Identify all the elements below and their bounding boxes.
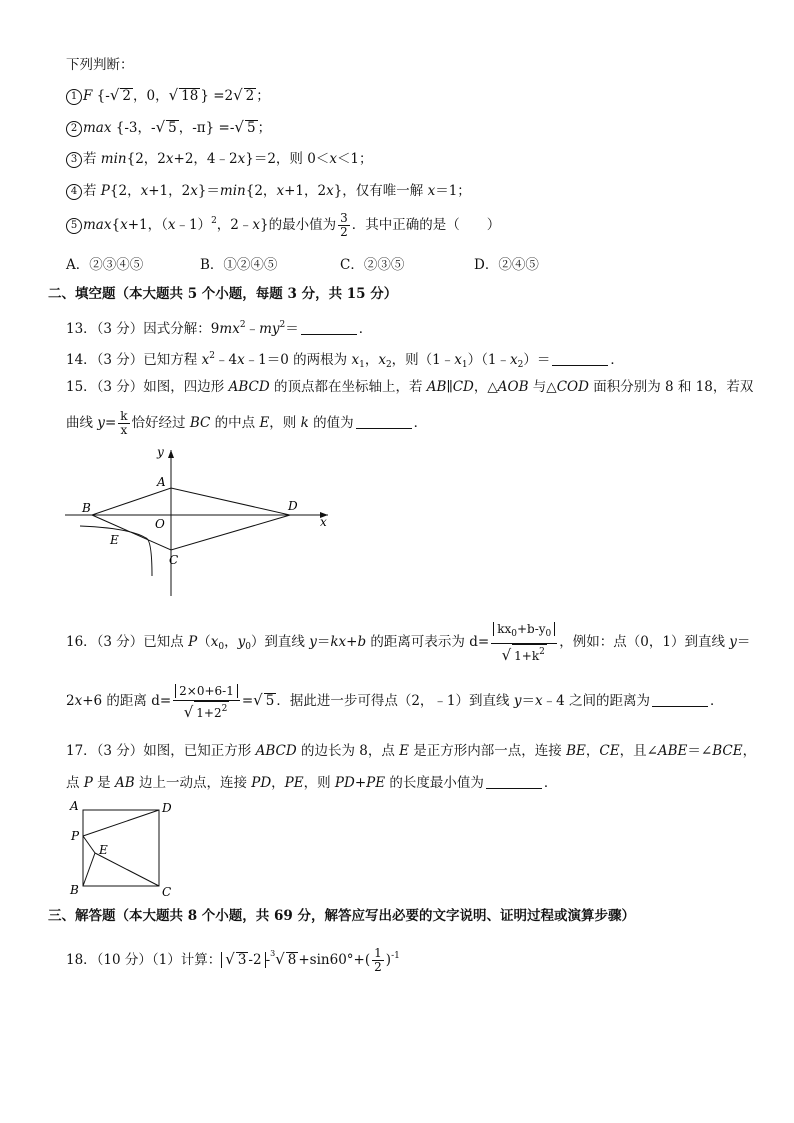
question-16-line-1: 16．（3 分）已知点 $P(x_0$，$y_0$）到直线 y＝kx+b 的距离可表示为 d= $\frac{kx_0+b-y_0}{√ 1+k^2}$ ，例如：点（0，1）到直线 y＝ bbox=[66, 622, 751, 664]
question-16-line-2: 2x+6 的距离 d= $\frac{2\times 0+6-1}{√ 1+2^2}$ =√ 5 ．据此进一步可得点（2，﹣1）到直线 y＝x﹣4 之间的距离为 ． bbox=[66, 683, 724, 721]
fig15-label-o: O bbox=[155, 517, 165, 531]
fig15-label-e: E bbox=[110, 533, 119, 547]
fig17-label-p: P bbox=[71, 829, 80, 843]
question-15-line-2: 曲线 y= $\frac{k}{x}$ 恰好经过 BC 的中点 E，则 k 的值为 ． bbox=[66, 409, 428, 437]
option-c[interactable]: C．②③⑤ bbox=[340, 257, 405, 273]
fig15-label-c: C bbox=[169, 553, 179, 567]
fig17-label-b: B bbox=[70, 883, 79, 897]
question-14: 14．（3 分）已知方程 $x^2﹣4x﹣1=0$ 的两根为 $x_1$，$x_2$，则$(1﹣x_1)(1﹣x_2)=$ ． bbox=[66, 351, 624, 370]
statement-5: 5 max{x+1，（x﹣1）$^2$，2﹣x}的最小值为 $\frac{3}{2}$ ．其中正确的是（ ） bbox=[66, 211, 500, 239]
statement-3: 3 若 min{2，2x+2，4﹣2x}＝2，则 0＜x＜1； bbox=[66, 149, 373, 169]
fig15-label-b: B bbox=[82, 501, 91, 515]
question-15-line-1: 15．（3 分）如图，四边形 ABCD 的顶点都在坐标轴上，若 AB∥CD，△AOB 与△COD 面积分别为 8 和 18，若双 bbox=[66, 379, 754, 395]
question-18: 18．（10 分）（1）计算： √ 3 -2 -$^3$√ 8 +sin60°+( $\frac{1}{2}$ )$^{-1}$ bbox=[66, 946, 400, 974]
fig15-label-x: x bbox=[320, 515, 327, 529]
option-b[interactable]: B．①②④⑤ bbox=[200, 257, 278, 273]
fig17-label-d: D bbox=[162, 801, 172, 815]
section-3-heading: 三、解答题（本大题共 8 个小题，共 69 分，解答应写出必要的文字说明、证明过程或演算步骤） bbox=[48, 908, 635, 924]
fig17-label-a: A bbox=[70, 799, 79, 813]
fig15-label-d: D bbox=[288, 499, 298, 513]
figure-17-square bbox=[62, 798, 182, 900]
fig15-label-a: A bbox=[157, 475, 166, 489]
question-17-line-2: 点 P 是 AB 边上一动点，连接 PD，PE，则 PD+PE 的长度最小值为 ． bbox=[66, 775, 558, 791]
fig17-label-c: C bbox=[162, 885, 172, 899]
question-17-line-1: 17．（3 分）如图，已知正方形 ABCD 的边长为 8，点 E 是正方形内部一点，连接 BE，CE，且∠ABE＝∠BCE， bbox=[66, 743, 757, 759]
statement-4: 4 若 P{2，x+1，2x}＝min{2，x+1，2x}，仅有唯一解 x＝1； bbox=[66, 181, 471, 201]
statement-2: 2 max {-3，-√ 5 ，-π} =-√ 5 ； bbox=[66, 117, 271, 138]
option-d[interactable]: D．②④⑤ bbox=[474, 257, 539, 273]
question-13: 13．（3 分）因式分解：$9mx^2﹣my^2=$ ． bbox=[66, 320, 373, 337]
figure-15-coordinate-quadrilateral bbox=[60, 446, 340, 602]
statement-1: 1 F {-√ 2 ，0，√ 18 } =2√ 2 ； bbox=[66, 85, 270, 106]
fig15-label-y: y bbox=[157, 446, 164, 459]
fig17-label-e: E bbox=[99, 843, 108, 857]
section-2-heading: 二、填空题（本大题共 5 个小题，每题 3 分，共 15 分） bbox=[48, 286, 398, 302]
option-a[interactable]: A．②③④⑤ bbox=[66, 257, 144, 273]
intro-text: 下列判断： bbox=[66, 57, 134, 73]
